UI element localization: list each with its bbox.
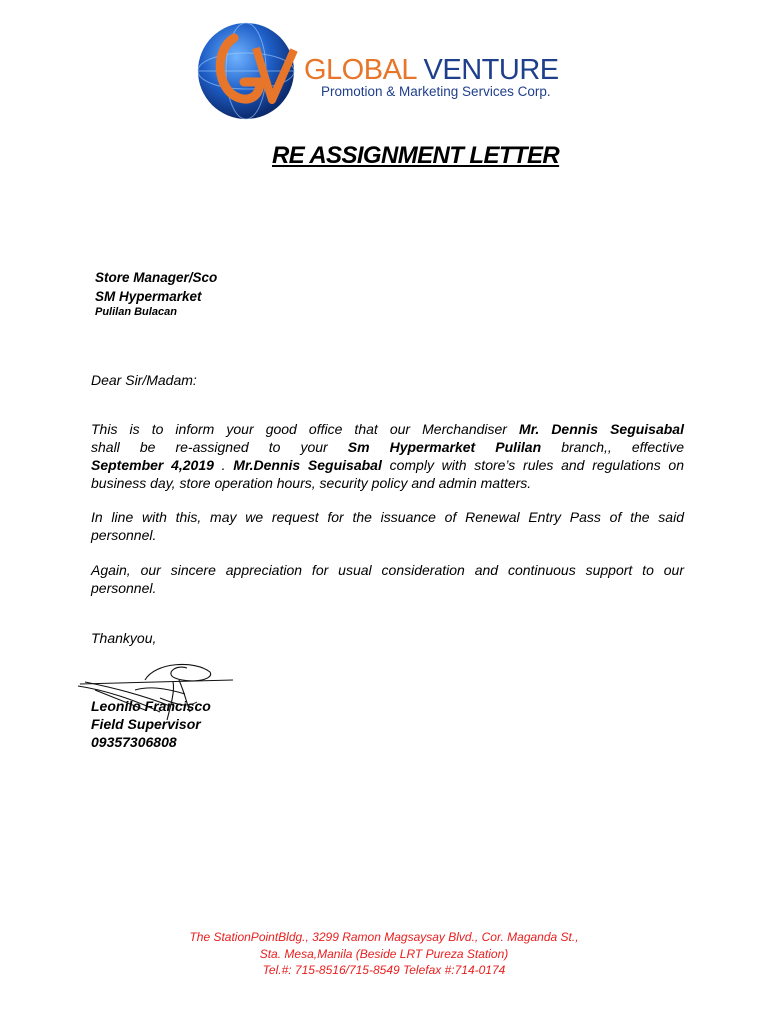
- closing: Thankyou,: [91, 630, 157, 646]
- globe-icon: [194, 20, 298, 122]
- signatory-name: Leonilo Francisco: [91, 698, 211, 714]
- signatory-phone: 09357306808: [91, 734, 177, 750]
- footer-address-line-1: The StationPointBldg., 3299 Ramon Magsaysay Blvd., Cor. Maganda St.,: [189, 930, 579, 944]
- recipient-line-1: Store Manager/Sco: [95, 270, 218, 285]
- paragraph-1: This is to inform your good office that our Merchandiser Mr. Dennis Seguisabal shall be re-assigned to your Sm Hypermarket Pulilan branch,, effective September 4,2019 . Mr.Dennis Seguisabal comply with store’s rules and regulations on business day, store operation hours, security policy and admin matters.: [91, 421, 685, 491]
- recipient-line-3: Pulilan Bulacan: [95, 306, 177, 318]
- paragraph-2: In line with this, may we request for the issuance of Renewal Entry Pass of the said personnel.: [91, 509, 684, 543]
- greeting: Dear Sir/Madam:: [91, 372, 197, 388]
- company-logo: [194, 20, 574, 122]
- handwritten-signature: [75, 660, 245, 740]
- brand-subtitle: Promotion & Marketing Services Corp.: [321, 84, 551, 99]
- recipient-line-2: SM Hypermarket: [95, 289, 202, 304]
- letter-title: RE ASSIGNMENT LETTER: [272, 142, 560, 169]
- footer-contact-line: Tel.#: 715-8516/715-8549 Telefax #:714-0174: [262, 963, 506, 977]
- footer-address-line-2: Sta. Mesa,Manila (Beside LRT Pureza Station): [259, 947, 509, 961]
- brand-name: GLOBAL VENTURE: [304, 54, 559, 86]
- paragraph-3: Again, our sincere appreciation for usual consideration and continuous support to our personnel.: [91, 562, 684, 596]
- signatory-position: Field Supervisor: [91, 716, 201, 732]
